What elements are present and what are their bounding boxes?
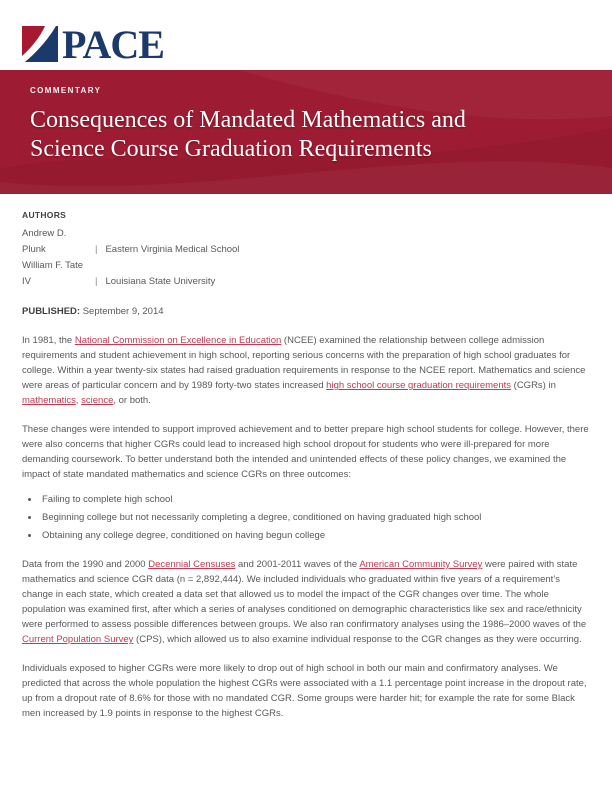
article-body	[0, 194, 612, 721]
text-run: were paired with state mathematics and science CGR data (n = 2,892,444). We included individuals who graduated within five years of a requirement’s change in each state, which created a data set that allowed us to model the impact of the CGR changes over time. The whole population was examined first, after which a series of analyses conditioned on demographic characteristics like sex and race/ethnicity were performed to assess possible differences between groups. We also ran confirmatory analyses using the 1986–2000 waves of the	[22, 559, 587, 630]
page-title	[30, 106, 582, 164]
text-link[interactable]: science	[81, 395, 114, 406]
pace-logo	[22, 22, 612, 67]
pace-logo-text: PACE	[62, 22, 164, 67]
text-run: (CGRs) in	[511, 380, 556, 391]
list-item: • Failing to complete high school	[40, 492, 590, 507]
text-link[interactable]: mathematics	[22, 395, 76, 406]
text-link[interactable]: American Community Survey	[359, 559, 483, 570]
title-banner	[0, 70, 612, 194]
affiliation-separator: |	[95, 244, 98, 255]
text-run: and 2001-2011 waves of the	[235, 559, 360, 570]
text-run: , or both.	[113, 395, 151, 406]
text-run: ,	[75, 395, 82, 406]
text-run: (CPS), which allowed us to also examine individual response to the CGR changes as they were occurring.	[133, 634, 582, 645]
author-entry	[22, 226, 590, 258]
published-label: PUBLISHED:	[22, 306, 81, 317]
author-affiliation-row	[22, 274, 590, 290]
author-name-line-1: Andrew D.	[22, 228, 67, 239]
authors-heading: AUTHORS	[22, 210, 67, 220]
author-name-line-2: IV	[22, 276, 31, 287]
author-name-line-1: William F. Tate	[22, 260, 84, 271]
published-date: September 9, 2014	[82, 306, 164, 317]
affiliation-separator: |	[95, 276, 98, 287]
paragraph-data	[22, 557, 590, 647]
list-item: • Beginning college but not necessarily completing a degree, conditioned on having graduated high school	[40, 510, 590, 525]
author-name-line-2: Plunk	[22, 244, 46, 255]
text-link[interactable]: high school course graduation requirements	[326, 380, 512, 391]
text-link[interactable]: National Commission on Excellence in Education	[74, 335, 282, 346]
category-label: COMMENTARY	[30, 86, 102, 95]
author-affiliation-row	[22, 242, 590, 258]
text-link[interactable]: Current Population Survey	[22, 634, 134, 645]
page-title-line-2: Science Course Graduation Requirements	[30, 136, 432, 162]
text-run: Data from the 1990 and 2000	[22, 559, 149, 570]
paragraph-concerns: These changes were intended to support improved achievement and to better prepare high school students for college. However, there were also concerns that higher CGRs could lead to increased high school dropout for students who were ill-prepared for more demanding coursework. To better understand both the intended and unintended effects of these policy changes, we examined the impact of state mandated mathematics and science CGRs on three outcomes:	[22, 424, 589, 480]
paragraph-intro	[22, 333, 590, 408]
outcomes-list	[40, 492, 590, 543]
list-item: • Obtaining any college degree, conditioned on having begun college	[40, 528, 590, 543]
banner-content	[0, 70, 612, 164]
author-affiliation: Eastern Virginia Medical School	[105, 244, 240, 255]
pace-logo-icon	[22, 26, 58, 62]
page-title-line-1: Consequences of Mandated Mathematics and	[30, 107, 466, 133]
published-line	[22, 304, 590, 319]
header	[0, 0, 612, 67]
author-entry	[22, 258, 590, 290]
text-link[interactable]: Decennial Censuses	[148, 559, 236, 570]
author-affiliation: Louisiana State University	[105, 276, 216, 287]
text-run: (NCEE) examined the relationship between college admission requirements and student achievement in high school, reporting serious concerns with the preparation of high school graduates for college. Within a year twenty-six states had raised graduation requirements in response to the NCEE report. Mathematics and science were areas of particular concern and by 1989 forty-two states increased	[22, 335, 586, 391]
paragraph-results: Individuals exposed to higher CGRs were more likely to drop out of high school in both our main and confirmatory analyses. We predicted that across the whole population the highest CGRs were associated with a 1.1 percentage point increase in the dropout rate, up from a dropout rate of 8.6% for those with no mandated CGR. Some groups were harder hit; for example the rate for some Black men increased by 1.9 points in response to the highest CGRs.	[22, 663, 587, 719]
text-run: In 1981, the	[22, 335, 75, 346]
